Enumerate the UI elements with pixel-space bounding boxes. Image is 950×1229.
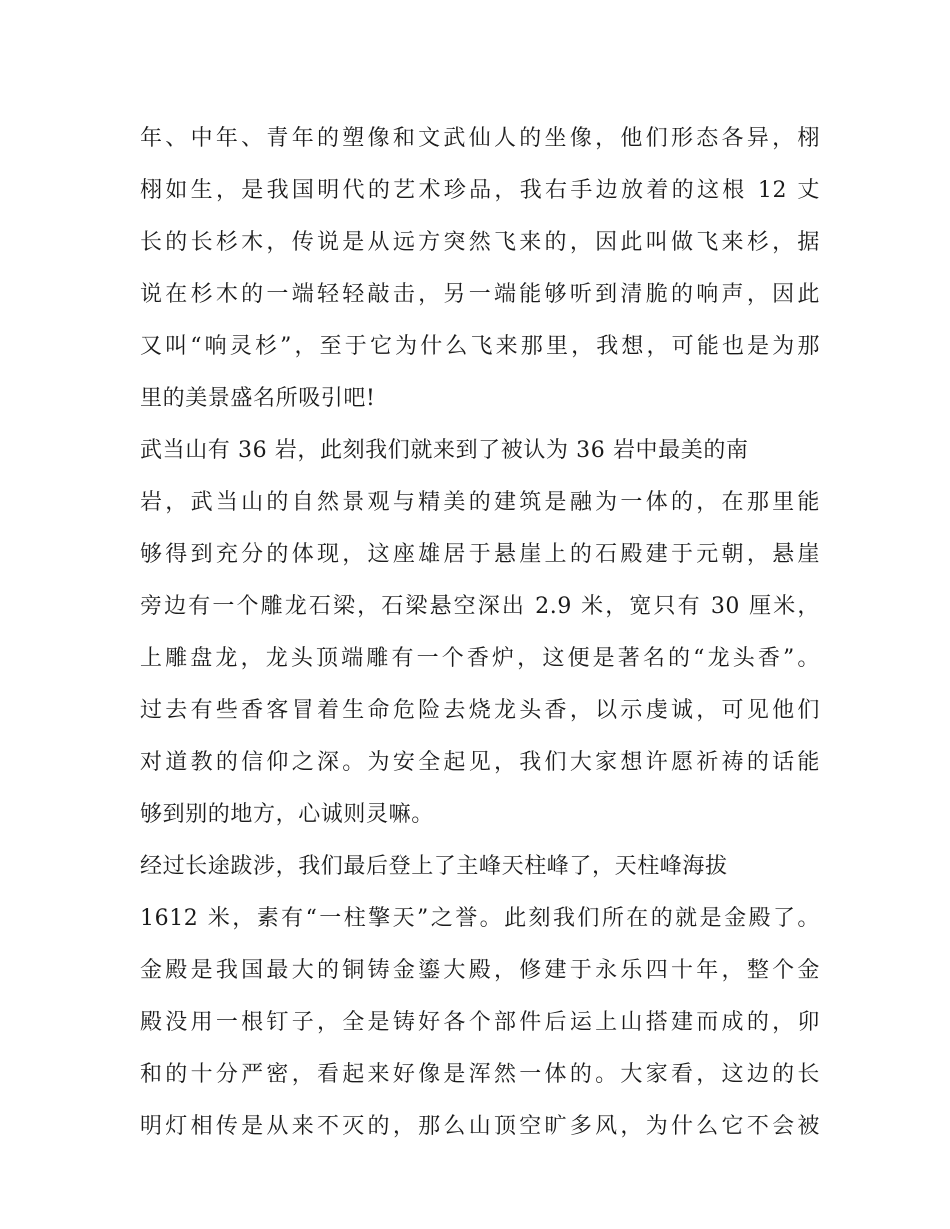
text-line: 又叫“响灵杉”，至于它为什么飞来那里，我想，可能也是为那	[140, 334, 820, 359]
text-line: 1612 米，素有“一柱擎天”之誉。此刻我们所在的就是金殿了。	[140, 906, 820, 931]
text-line: 够到别的地方，心诚则灵嘛。	[140, 802, 434, 827]
text-line: 上雕盘龙，龙头顶端雕有一个香炉，这便是著名的“龙头香”。	[140, 646, 820, 671]
text-line: 过去有些香客冒着生命危险去烧龙头香，以示虔诚，可见他们	[140, 698, 820, 723]
text-line: 殿没用一根钉子，全是铸好各个部件后运上山搭建而成的，卯	[140, 1010, 820, 1035]
text-line: 明灯相传是从来不灭的，那么山顶空旷多风，为什么它不会被	[140, 1114, 820, 1139]
text-line: 金殿是我国最大的铜铸金鎏大殿，修建于永乐四十年，整个金	[140, 958, 820, 983]
text-line: 年、中年、青年的塑像和文武仙人的坐像，他们形态各异，栩	[140, 126, 820, 151]
text-line: 岩，武当山的自然景观与精美的建筑是融为一体的，在那里能	[140, 490, 820, 515]
text-line: 够得到充分的体现，这座雄居于悬崖上的石殿建于元朝，悬崖	[140, 542, 820, 567]
text-line: 说在杉木的一端轻轻敲击，另一端能够听到清脆的响声，因此	[140, 282, 820, 307]
text-line: 长的长杉木，传说是从远方突然飞来的，因此叫做飞来杉，据	[140, 230, 820, 255]
text-line: 经过长途跋涉，我们最后登上了主峰天柱峰了，天柱峰海拔	[140, 854, 728, 879]
text-line: 和的十分严密，看起来好像是浑然一体的。大家看，这边的长	[140, 1062, 820, 1087]
text-line: 旁边有一个雕龙石梁，石梁悬空深出 2.9 米，宽只有 30 厘米，	[140, 594, 820, 619]
text-line: 里的美景盛名所吸引吧!	[140, 386, 376, 411]
text-line: 武当山有 36 岩，此刻我们就来到了被认为 36 岩中最美的南	[140, 438, 749, 463]
text-line: 栩如生，是我国明代的艺术珍品，我右手边放着的这根 12 丈	[140, 178, 820, 203]
body-text	[140, 113, 820, 1153]
text-line: 对道教的信仰之深。为安全起见，我们大家想许愿祈祷的话能	[140, 750, 820, 775]
